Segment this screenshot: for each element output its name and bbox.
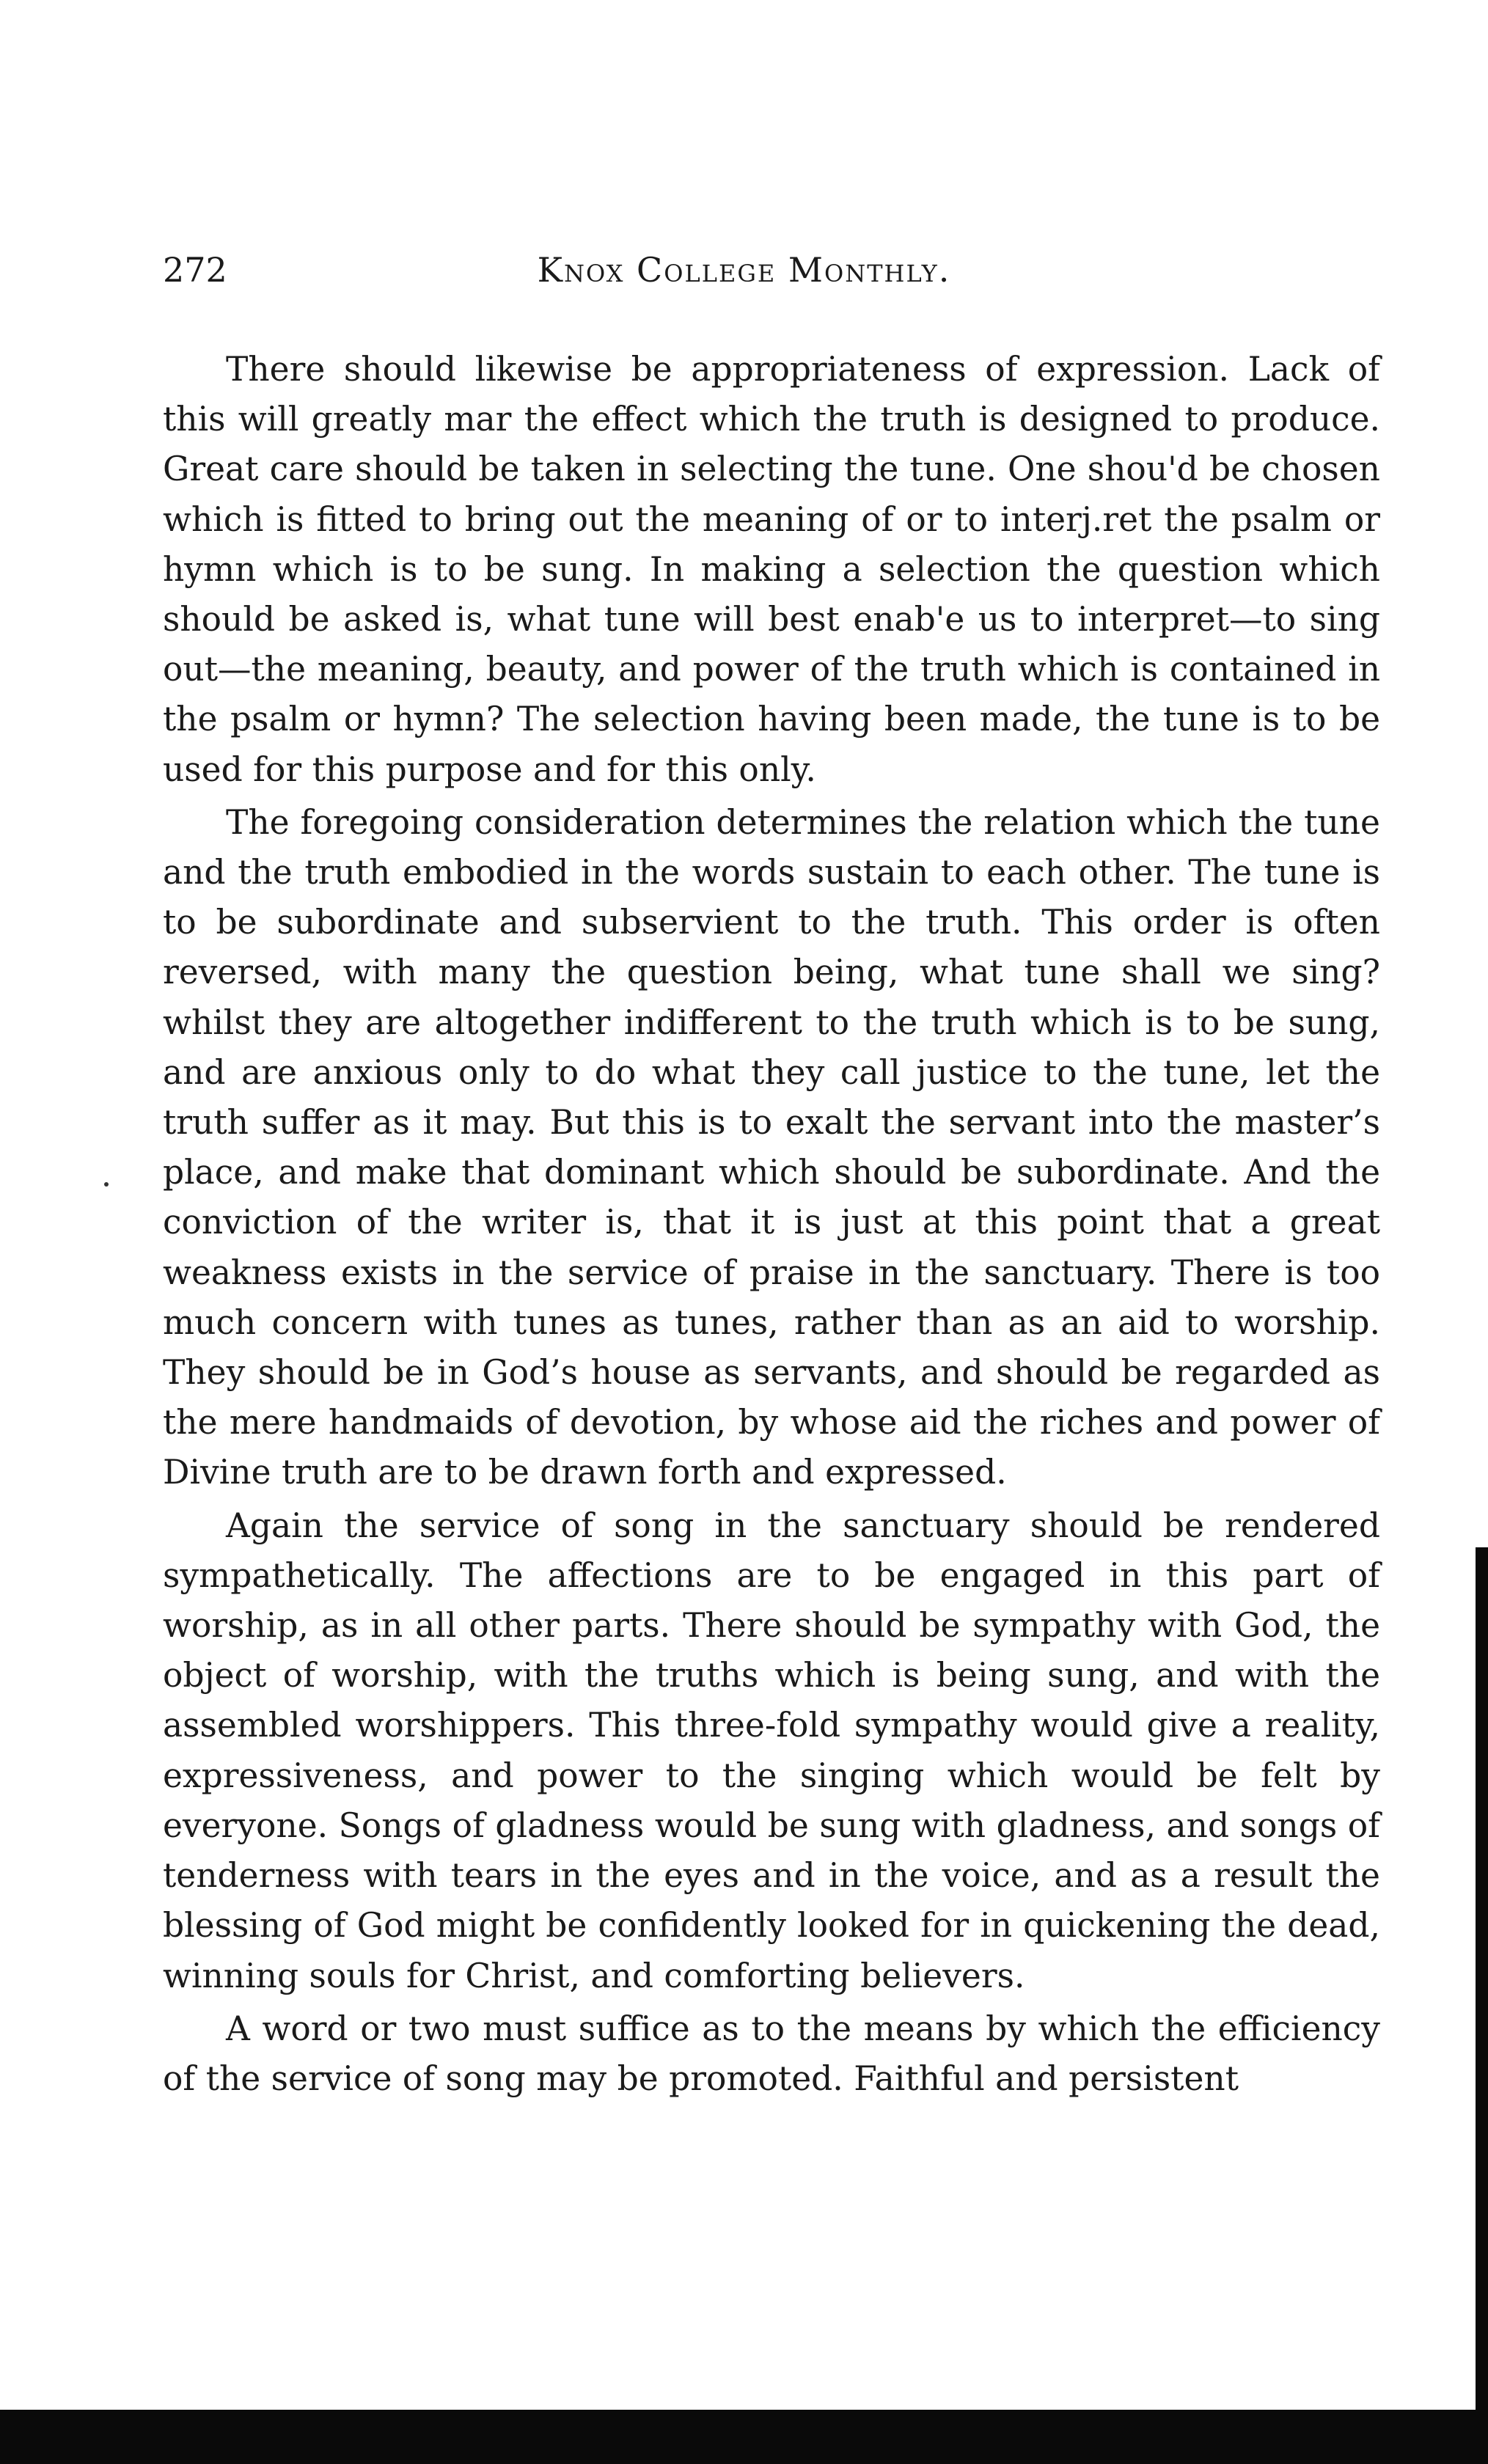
paragraph-means: A word or two must suffice as to the means by which the efficiency of the service of song may be promoted. Faithful and persistent (163, 2009, 1380, 2098)
margin-speck (104, 1182, 109, 1187)
page-number: 272 (163, 250, 227, 290)
paragraph-tune-and-truth: The foregoing consideration determines the relation which the tune and the truth embodied in the words sustain to each other. The tune is to be subordinate and subservient to the truth. This order is often reversed, with many the question being, what tune shall we sing? whilst they are altogether indifferent to the truth which is to be sung, and are anxious only to do what they call justice to the tune, let the truth suffer as it may. But this is to exalt the servant into the master’s place, and make that dominant which should be subordinate. And the conviction of the writer is, that it is just at this point that a great weakness exists in the service of praise in the sanctuary. There is too much concern with tunes as tunes, rather than as an aid to worship. They should be in God’s house as servants, and should be regarded as the mere handmaids of devotion, by whose aid the riches and power of Divine truth are to be drawn forth and expressed. (163, 802, 1380, 1492)
running-title: Knox College Monthly. (537, 250, 951, 290)
scan-edge-shadow (1476, 1547, 1488, 2464)
body-text (163, 345, 1380, 2107)
scan-bottom-border (0, 2410, 1488, 2464)
paragraph-sympathy: Again the service of song in the sanctuary should be rendered sympathetically. The affections are to be engaged in this part of worship, as in all other parts. There should be sympathy with God, the object of worship, with the truths which is being sung, and with the assembled worshippers. This three-fold sympathy would give a reality, expressiveness, and power to the singing which would be felt by everyone. Songs of gladness would be sung with gladness, and songs of tenderness with tears in the eyes and in the voice, and as a result the blessing of God might be confidently looked for in quickening the dead, winning souls for Christ, and comforting believers. (163, 1506, 1380, 1995)
paragraph-appropriateness: There should likewise be appropriateness of expression. Lack of this will greatly mar the effect which the truth is designed to produce. Great care should be taken in selecting the tune. One shou'd be chosen which is fitted to bring out the meaning of or to interj.ret the psalm or hymn which is to be sung. In making a selection the question which should be asked is, what tune will best enab'e us to interpret—to sing out—the meaning, beauty, and power of the truth which is contained in the psalm or hymn? The selection having been made, the tune is to be used for this purpose and for this only. (163, 350, 1380, 789)
